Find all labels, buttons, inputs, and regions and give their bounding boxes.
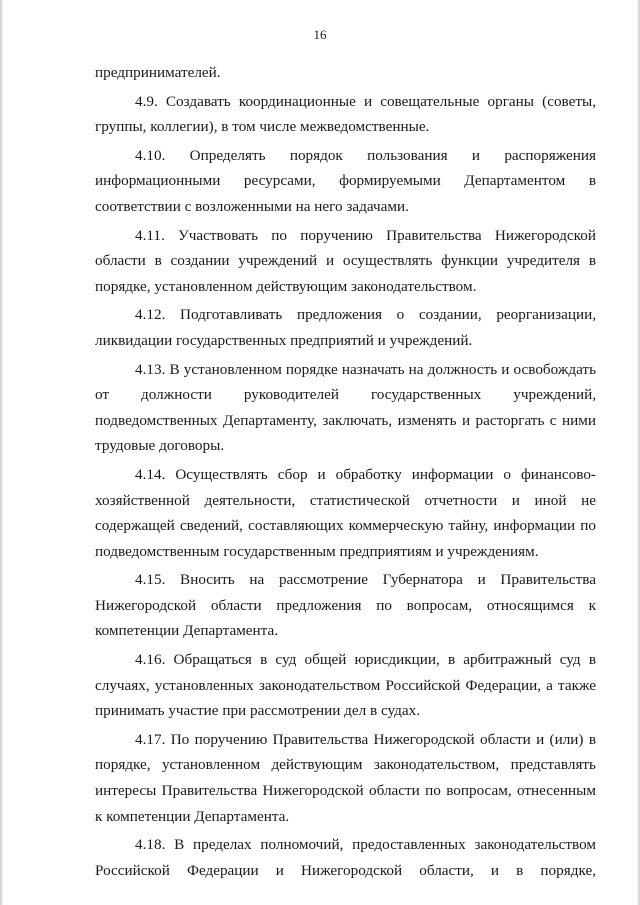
paragraph-4-10: 4.10. Определять порядок пользования и распоряжения информационными ресурсами, формируемыми Департаментом в соответствии с возложенными на него задачами. [95, 146, 596, 215]
paragraph-4-13: 4.13. В установленном порядке назначать на должность и освобождать от должности руководителей государственных учреждений, подведомственных Департаменту, заключать, изменять и расторгать с ними трудовые договоры. [95, 360, 596, 455]
paragraph-4-11: 4.11. Участвовать по поручению Правительства Нижегородской области в создании учреждений и осуществлять функции учредителя в порядке, установленном действующим законодательством. [95, 226, 596, 295]
paragraph-4-12: 4.12. Подготавливать предложения о создании, реорганизации, ликвидации государственных предприятий и учреждений. [95, 306, 596, 349]
page-number: 16 [313, 27, 327, 42]
paragraph-continuation: предпринимателей. [95, 64, 221, 81]
paragraph-4-15: 4.15. Вносить на рассмотрение Губернатора и Правительства Нижегородской области предложения по вопросам, относящимся к компетенции Департамента. [95, 571, 596, 640]
paragraph-4-18: 4.18. В пределах полномочий, предоставленных законодательством Российской Федерации и Нижегородской области, и в порядке, [95, 836, 596, 879]
paragraph-4-16: 4.16. Обращаться в суд общей юрисдикции, в арбитражный суд в случаях, установленных законодательством Российской Федерации, а также принимать участие при рассмотрении дел в судах. [95, 651, 596, 720]
paragraph-4-14: 4.14. Осуществлять сбор и обработку информации о финансово-хозяйственной деятельности, статистической отчетности и иной не содержащей сведений, составляющих коммерческую тайну, информации по подведомственным государственным предприятиям и учреждениям. [95, 465, 596, 560]
paragraph-4-9: 4.9. Создавать координационные и совещательные органы (советы, группы, коллегии), в том числе межведомственные. [95, 92, 596, 136]
paragraph-4-17: 4.17. По поручению Правительства Нижегородской области и (или) в порядке, установленном действующим законодательством, представлять интересы Правительства Нижегородской области по вопросам, отнесенным к компетенции Департамента. [95, 730, 596, 825]
document-body [95, 60, 596, 886]
scan-edge-left [0, 0, 3, 905]
